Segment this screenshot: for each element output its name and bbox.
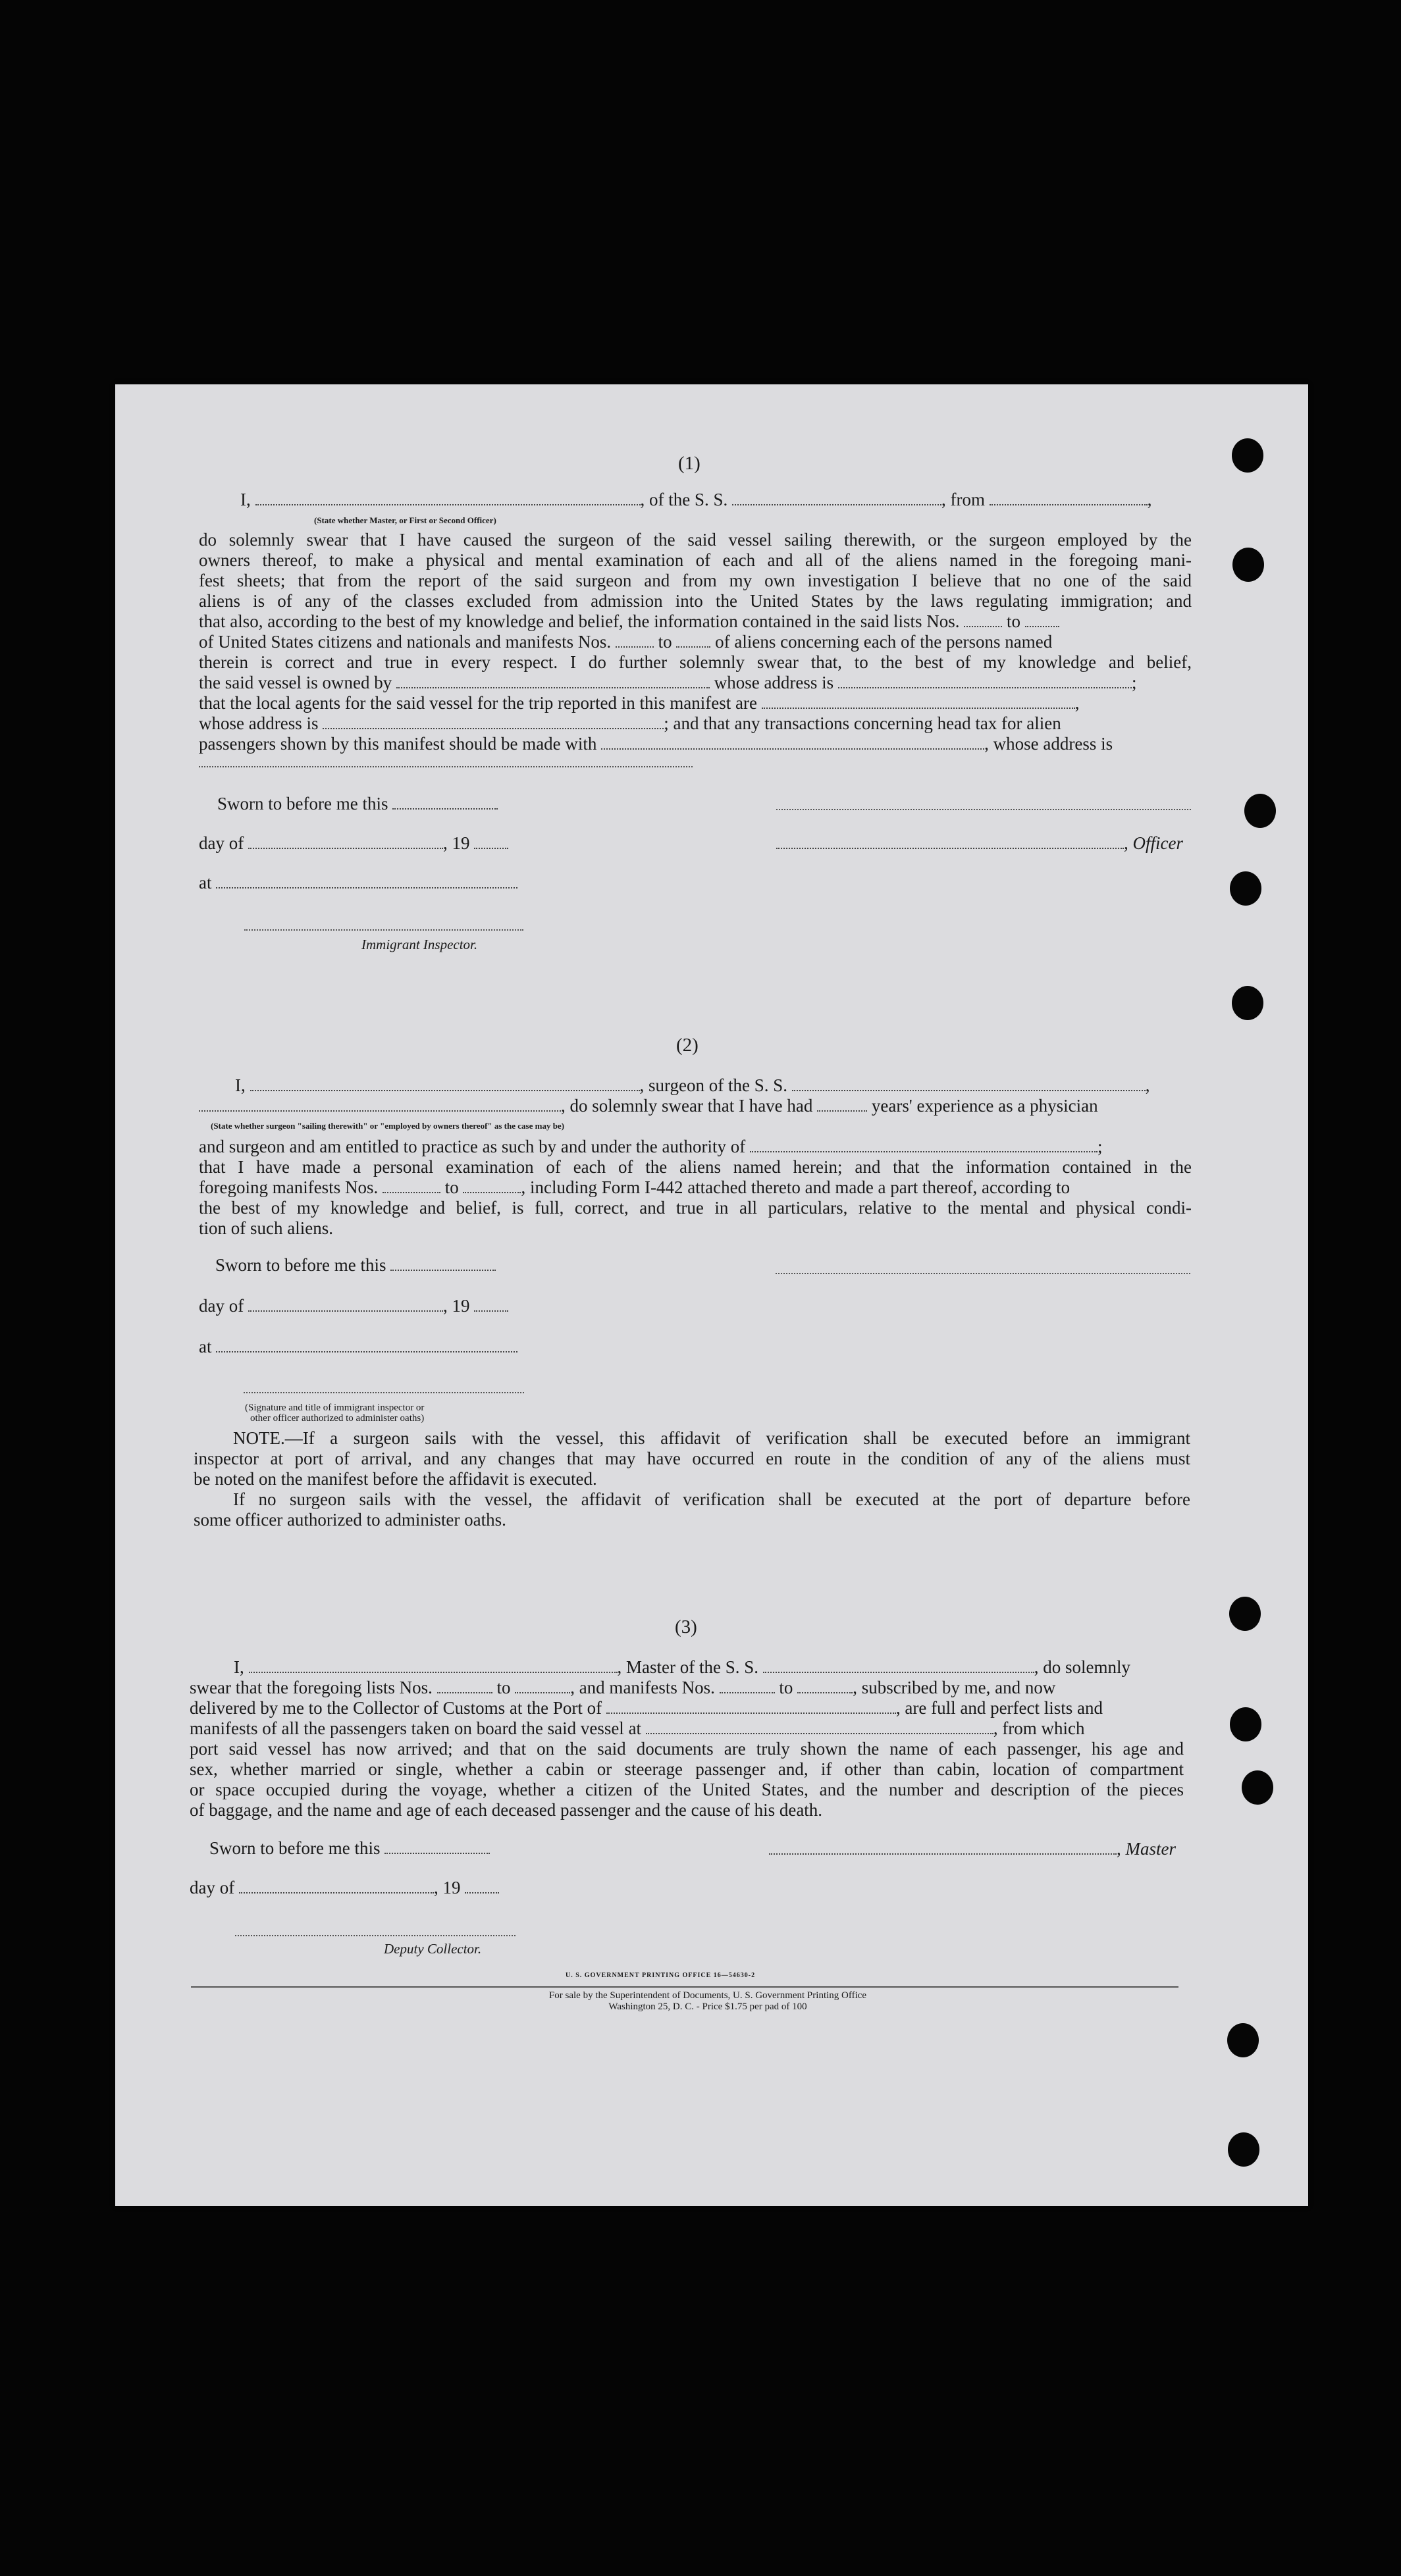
- manifests-to-field[interactable]: [797, 1679, 853, 1693]
- s1-caption: (State whether Master, or First or Second Officer): [314, 515, 496, 525]
- punch-hole: [1229, 1597, 1261, 1631]
- text: manifests of all the passengers taken on board the said vessel at: [190, 1718, 642, 1738]
- month-field[interactable]: [239, 1879, 434, 1893]
- signature-field[interactable]: [776, 809, 1191, 810]
- collector-signature-field[interactable]: [235, 1935, 515, 1936]
- month-field[interactable]: [248, 1297, 443, 1312]
- punch-hole: [1228, 2132, 1259, 2167]
- port-field[interactable]: [606, 1699, 896, 1714]
- text: , from: [941, 490, 985, 509]
- s2-day-of: [199, 1296, 508, 1316]
- text: day of: [199, 1296, 244, 1316]
- text: , 19: [433, 1878, 461, 1897]
- footer-rule: [191, 1986, 1178, 1988]
- text: , from which: [993, 1718, 1085, 1738]
- text: at: [199, 1337, 212, 1356]
- year-field[interactable]: [474, 835, 508, 849]
- s2-sig-caption-1: (Signature and title of immigrant inspector or: [245, 1403, 425, 1413]
- manifests-to-field[interactable]: [676, 633, 710, 648]
- text: at: [199, 873, 212, 892]
- s3-line2: [190, 1678, 1055, 1698]
- text: the said vessel is owned by: [199, 673, 392, 692]
- text: swear that the foregoing lists Nos.: [190, 1678, 433, 1697]
- s1-sworn: [217, 794, 498, 814]
- sworn-day-field[interactable]: [384, 1840, 490, 1854]
- s3-line1: [234, 1657, 1130, 1678]
- text: , 19: [442, 833, 470, 853]
- s3-collector: Deputy Collector.: [384, 1941, 482, 1957]
- master-name-field[interactable]: [249, 1659, 618, 1673]
- s2-at: [199, 1337, 517, 1357]
- s1-whose-line: [199, 713, 1061, 734]
- text: ; and that any transactions concerning head tax for alien: [664, 713, 1061, 733]
- text: to: [1006, 611, 1020, 631]
- text: , whose address is: [984, 734, 1113, 754]
- para-line: or space occupied during the voyage, whether a citizen of the United States, and the number and description of the pieces: [190, 1780, 1184, 1799]
- text: to: [658, 632, 672, 652]
- years-field[interactable]: [817, 1097, 867, 1112]
- s2-caption: (State whether surgeon "sailing therewith" or "employed by owners thereof" as the case may be): [211, 1121, 565, 1131]
- text: , Master: [1117, 1839, 1176, 1859]
- month-field[interactable]: [248, 835, 443, 849]
- year-field[interactable]: [474, 1297, 508, 1312]
- s2-auth-line: [199, 1137, 1103, 1157]
- punch-hole: [1244, 794, 1276, 828]
- text: , Master of the S. S.: [617, 1657, 758, 1677]
- para-line: sex, whether married or single, whether a cabin or steerage passenger and, if other than cabin, location of compartment: [190, 1759, 1184, 1779]
- text: , subscribed by me, and now: [853, 1678, 1056, 1697]
- text: whose address is: [199, 713, 319, 733]
- s2-exam-line: that I have made a personal examination of each of the aliens named herein; and that the information contained in the: [199, 1157, 1192, 1177]
- para-line: owners thereof, to make a physical and mental examination of each and all of the aliens named in the foregoing mani-: [199, 550, 1192, 570]
- text: ,: [1074, 693, 1080, 713]
- place-field[interactable]: [216, 1338, 517, 1352]
- inspector-signature-field[interactable]: [244, 1392, 524, 1393]
- punch-hole: [1227, 2023, 1259, 2057]
- s1-correct-line: therein is correct and true in every respect. I do further solemnly swear that, to the best of my knowledge and belief,: [199, 652, 1192, 672]
- text: Sworn to before me this: [209, 1838, 381, 1858]
- s2-line1: [235, 1075, 1150, 1096]
- s2-best-line: the best of my knowledge and belief, is full, correct, and true in all particulars, relative to the mental and physical condi-: [199, 1198, 1192, 1218]
- text: I,: [234, 1657, 244, 1677]
- para-line: fest sheets; that from the report of the said surgeon and from my own investigation I believe that no one of the said: [199, 571, 1192, 590]
- text: , surgeon of the S. S.: [639, 1075, 788, 1095]
- text: day of: [190, 1878, 235, 1897]
- text: of United States citizens and nationals and manifests Nos.: [199, 632, 612, 652]
- footer: [471, 1990, 945, 2013]
- s3-line-last: of baggage, and the name and age of each deceased passenger and the cause of his death.: [190, 1800, 823, 1820]
- manifests-from-field[interactable]: [616, 633, 654, 648]
- lists-from-field[interactable]: [437, 1679, 492, 1693]
- lists-to-field[interactable]: [1025, 613, 1059, 627]
- form-page: [115, 384, 1308, 2206]
- head-tax-field[interactable]: [601, 735, 984, 750]
- text: of aliens concerning each of the persons named: [715, 632, 1053, 652]
- inspector-signature-field[interactable]: [244, 929, 523, 931]
- s3-day-of: [190, 1878, 499, 1898]
- agents-address-field[interactable]: [323, 715, 664, 729]
- text: that also, according to the best of my knowledge and belief, the information contained in the said lists Nos.: [199, 611, 960, 631]
- s2-note-3: be noted on the manifest before the affidavit is executed.: [194, 1469, 597, 1489]
- s2-line2: [199, 1096, 1098, 1116]
- manifests-to-field[interactable]: [463, 1179, 521, 1193]
- s2-note-5: some officer authorized to administer oaths.: [194, 1510, 506, 1530]
- text: Sworn to before me this: [215, 1255, 386, 1275]
- s1-agents-line: [199, 693, 1079, 713]
- surgeon-type-field[interactable]: [199, 1097, 561, 1112]
- lists-from-field[interactable]: [964, 613, 1002, 627]
- punch-hole: [1232, 548, 1264, 582]
- master-field[interactable]: [255, 491, 641, 505]
- section-1-number: (1): [678, 453, 700, 474]
- text: that the local agents for the said vessel for the trip reported in this manifest are: [199, 693, 757, 713]
- text: I,: [240, 490, 251, 509]
- s2-sworn: [215, 1255, 496, 1275]
- text: passengers shown by this manifest should be made with: [199, 734, 597, 754]
- punch-hole: [1242, 1770, 1273, 1805]
- text: , including Form I-442 attached thereto and made a part thereof, according to: [521, 1177, 1071, 1197]
- text: day of: [199, 833, 244, 853]
- vessel-field[interactable]: [732, 491, 941, 505]
- vessel-field[interactable]: [763, 1659, 1034, 1673]
- sworn-day-field[interactable]: [392, 795, 498, 810]
- s3-master: [769, 1839, 1176, 1859]
- officer-field[interactable]: [776, 835, 1124, 849]
- punch-hole: [1230, 1707, 1261, 1741]
- footer-line: Washington 25, D. C. - Price $1.75 per pad of 100: [608, 2001, 807, 2012]
- owner-address-field[interactable]: [838, 674, 1132, 688]
- owner-field[interactable]: [396, 674, 710, 688]
- text: to: [444, 1177, 459, 1197]
- text: whose address is: [714, 673, 834, 692]
- s1-manifests-line: [199, 632, 1052, 652]
- lists-to-field[interactable]: [515, 1679, 570, 1693]
- section-2-number: (2): [676, 1035, 699, 1056]
- year-field[interactable]: [465, 1879, 499, 1893]
- embark-port-field[interactable]: [646, 1720, 993, 1734]
- sworn-day-field[interactable]: [390, 1256, 496, 1271]
- text: and surgeon and am entitled to practice as such by and under the authority of: [199, 1137, 746, 1156]
- s1-line1: [240, 490, 1152, 510]
- para-line: port said vessel has now arrived; and that on the said documents are truly shown the name of each passenger, his age and: [190, 1739, 1184, 1759]
- signature-field[interactable]: [776, 1273, 1190, 1274]
- text: years' experience as a physician: [871, 1096, 1098, 1116]
- text: ;: [1097, 1137, 1103, 1156]
- vessel-field[interactable]: [792, 1077, 1146, 1091]
- punch-hole: [1232, 986, 1263, 1020]
- text: , do solemnly: [1034, 1657, 1130, 1677]
- text: , do solemnly swear that I have had: [561, 1096, 813, 1116]
- s1-pass-line: [199, 734, 1113, 754]
- agents-field[interactable]: [762, 694, 1075, 709]
- text: , Officer: [1124, 833, 1183, 853]
- s3-line3: [190, 1698, 1103, 1718]
- text: foregoing manifests Nos.: [199, 1177, 379, 1197]
- from-field[interactable]: [990, 491, 1148, 505]
- manifests-from-field[interactable]: [383, 1179, 440, 1193]
- para-line: do solemnly swear that I have caused the surgeon of the said vessel sailing therewith, or the surgeon employed by the: [199, 530, 1192, 550]
- section-3-number: (3): [675, 1616, 697, 1637]
- s3-line4: [190, 1718, 1085, 1739]
- punch-hole: [1232, 438, 1263, 473]
- s2-note-4: If no surgeon sails with the vessel, the affidavit of verification shall be executed at the port of departure before: [233, 1489, 1190, 1509]
- text: ,: [1145, 1075, 1150, 1095]
- text: ,: [1147, 490, 1152, 509]
- text: to: [779, 1678, 793, 1697]
- s2-note-1: NOTE.—If a surgeon sails with the vessel, this affidavit of verification shall be executed before an immigrant: [233, 1428, 1190, 1448]
- para-line: aliens is of any of the classes excluded from admission into the United States by the laws regulating immigration; and: [199, 591, 1192, 611]
- s1-at: [199, 873, 517, 893]
- s2-fm-line: [199, 1177, 1070, 1198]
- s1-inspector: Immigrant Inspector.: [361, 937, 478, 952]
- s1-owned-line: [199, 673, 1136, 693]
- s1-lists-line: [199, 611, 1059, 632]
- s3-gpo: U. S. GOVERNMENT PRINTING OFFICE 16—54630-2: [566, 1972, 756, 1979]
- text: Sworn to before me this: [217, 794, 388, 813]
- text: I,: [235, 1075, 246, 1095]
- text: , and manifests Nos.: [570, 1678, 715, 1697]
- s1-officer: [776, 833, 1183, 854]
- s2-sig-caption-2: other officer authorized to administer oaths): [250, 1413, 425, 1424]
- text: , are full and perfect lists and: [895, 1698, 1103, 1718]
- footer-line: For sale by the Superintendent of Documents, U. S. Government Printing Office: [548, 1990, 867, 2001]
- master-signature-field[interactable]: [769, 1840, 1117, 1855]
- manifests-from-field[interactable]: [720, 1679, 775, 1693]
- address-continuation-field[interactable]: [199, 766, 693, 767]
- text: delivered by me to the Collector of Customs at the Port of: [190, 1698, 602, 1718]
- place-field[interactable]: [216, 874, 517, 889]
- text: , 19: [442, 1296, 470, 1316]
- text: to: [496, 1678, 511, 1697]
- s3-sworn: [209, 1838, 490, 1859]
- text: , of the S. S.: [640, 490, 728, 509]
- punch-hole: [1230, 871, 1261, 906]
- s1-day-of: [199, 833, 508, 854]
- text: ;: [1131, 673, 1137, 692]
- surgeon-name-field[interactable]: [250, 1077, 640, 1091]
- s2-note-2: inspector at port of arrival, and any changes that may have occurred en route in the condition of any of the aliens must: [194, 1449, 1190, 1468]
- authority-field[interactable]: [750, 1138, 1097, 1152]
- s2-tion-line: tion of such aliens.: [199, 1218, 333, 1238]
